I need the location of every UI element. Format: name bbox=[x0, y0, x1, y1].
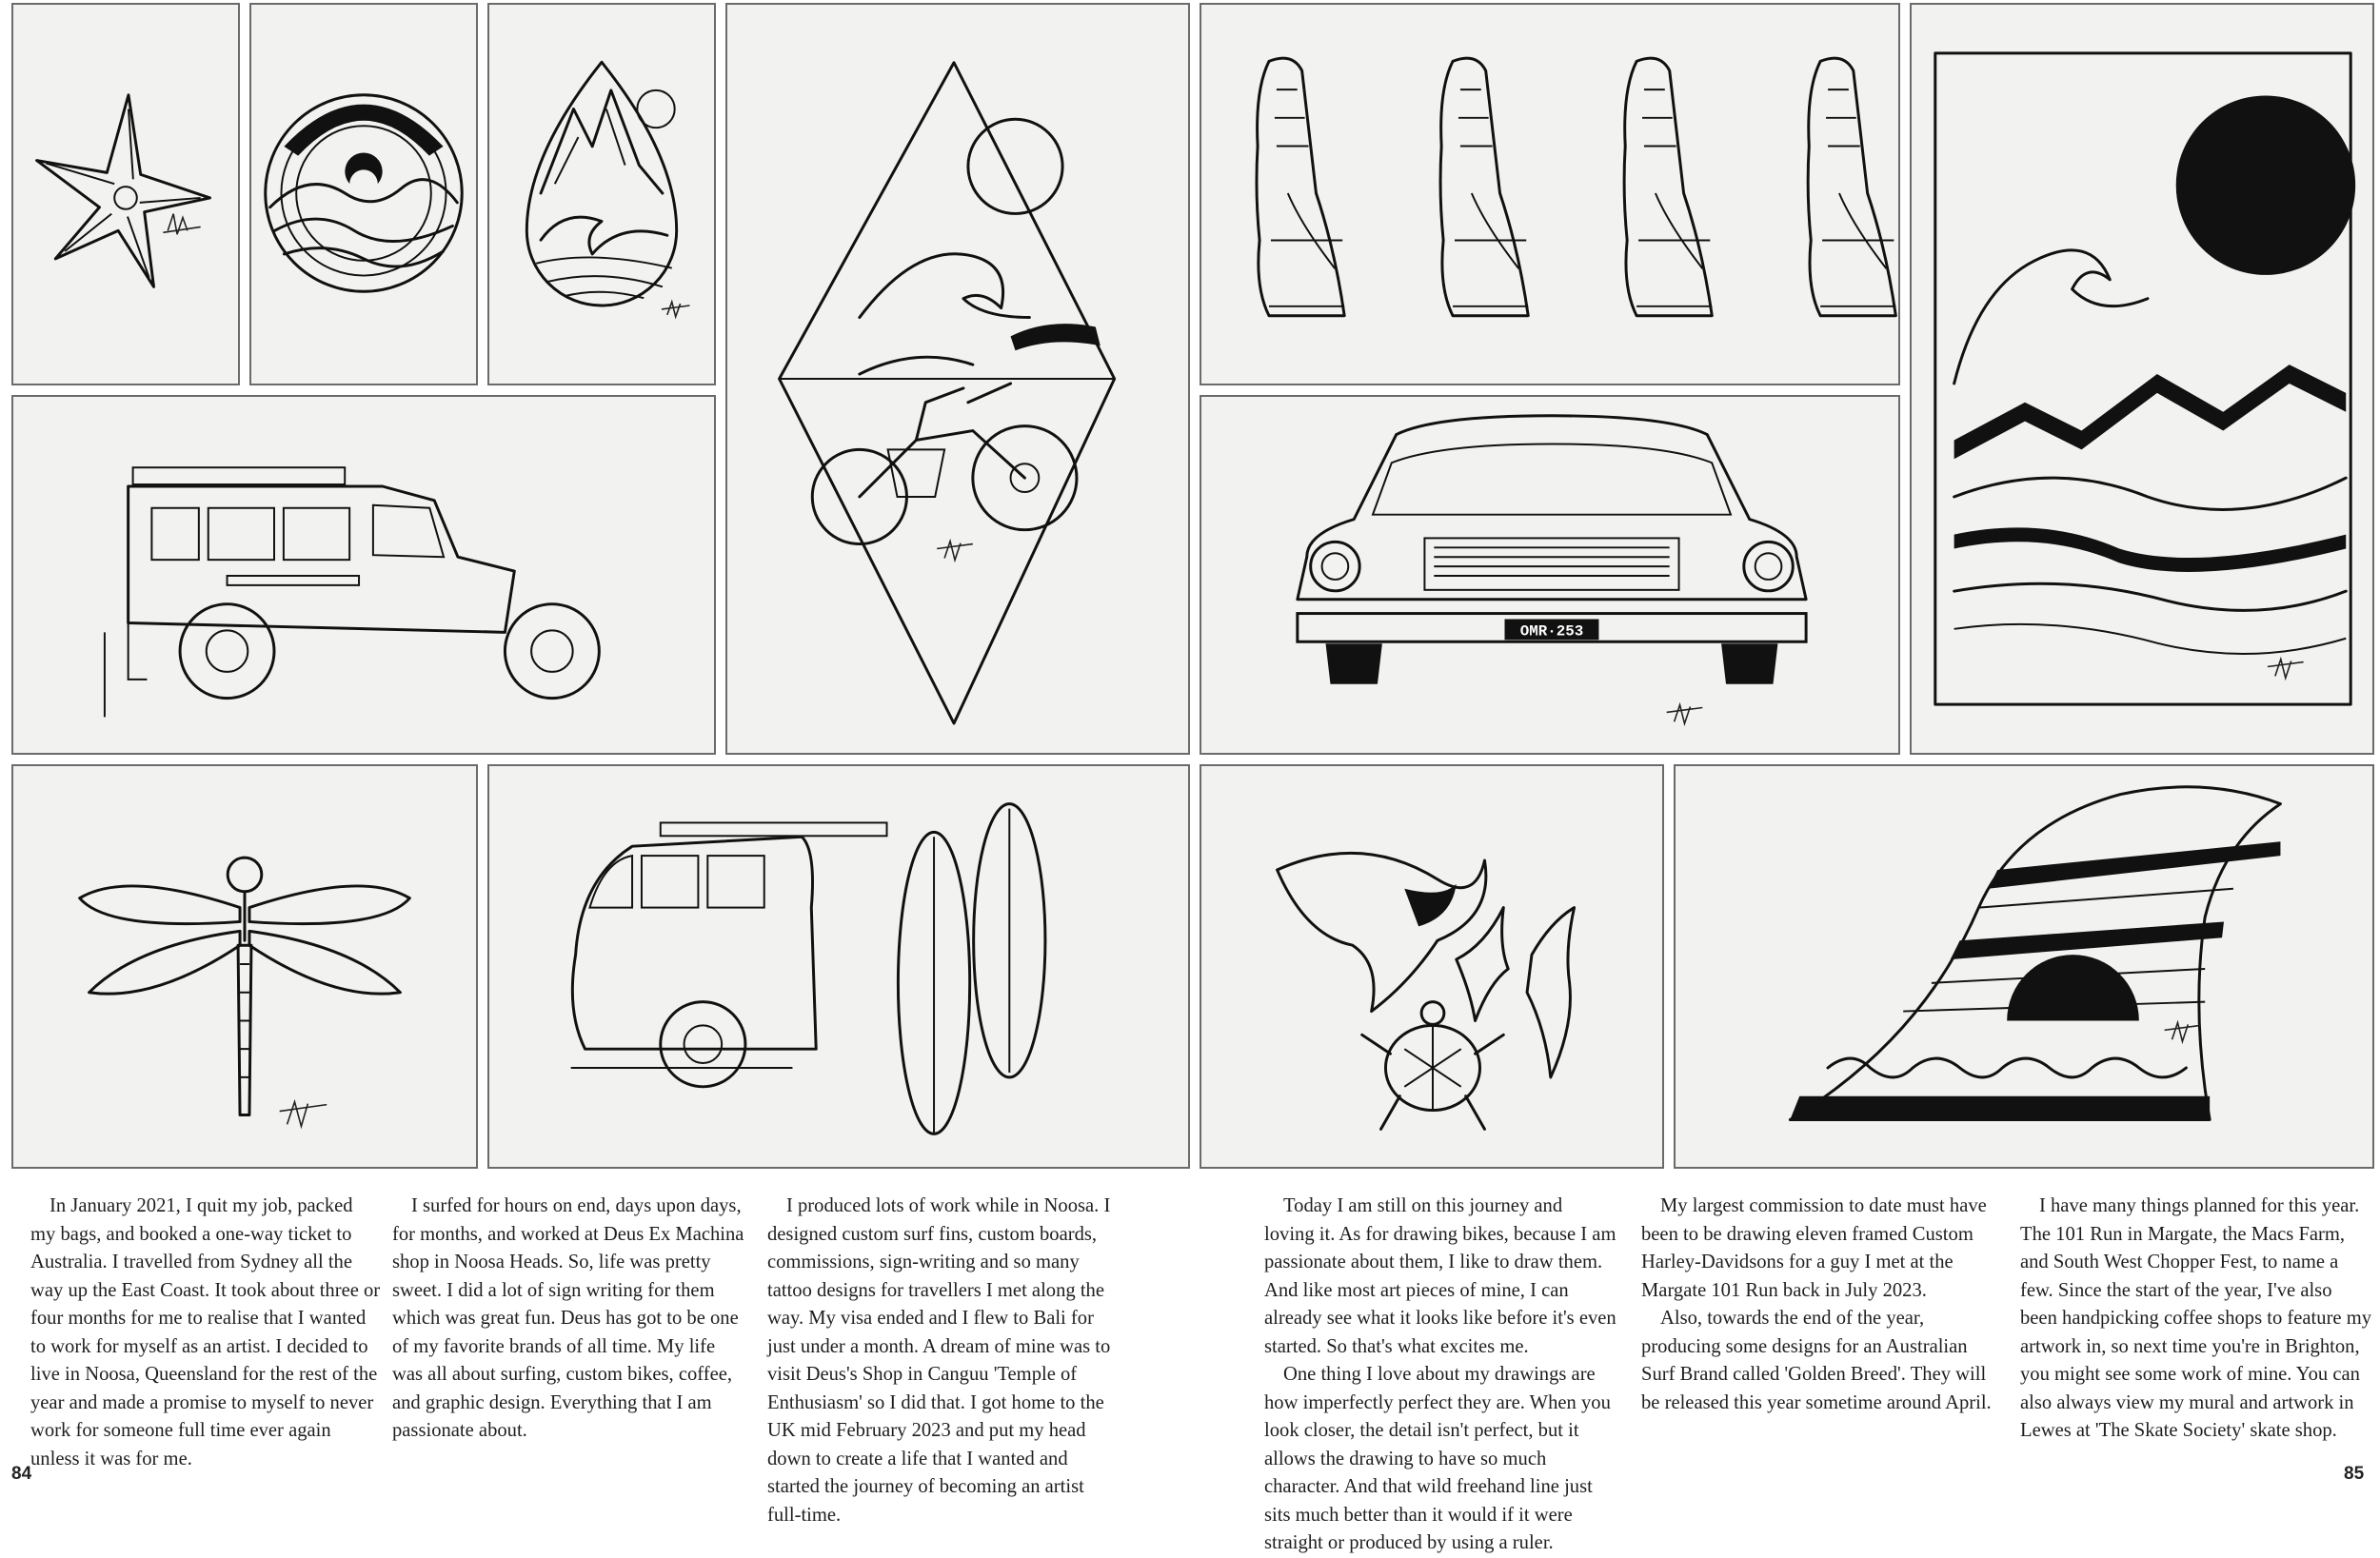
artwork-van-surfboards bbox=[487, 764, 1190, 1169]
artwork-manta-sharks-turtle bbox=[1200, 764, 1664, 1169]
dragonfly-icon bbox=[13, 766, 476, 1167]
article-paragraph: I have many things planned for this year. The 101 Run in Margate, the Macs Farm, and South West Chopper Fest, to name a few. Since the start of the year, I've also been handpicking coffee shops to feature my artwork in, so next time you're in Brighton, you might see some work of mine. You can also always view my mural and artwork in Lewes at 'The Skate Society' skate shop. bbox=[2020, 1195, 2372, 1441]
article-column-6 bbox=[2020, 1193, 2372, 1446]
article-paragraph: Today I am still on this journey and loving it. As for drawing bikes, because I am passionate about them, I like to draw them. And like most art pieces of mine, I can already see what it looks like before it's even started. So that's what excites me. bbox=[1264, 1195, 1616, 1357]
article-paragraph: Also, towards the end of the year, producing some designs for an Australian Surf Brand called 'Golden Breed'. They will be released this year sometime around April. bbox=[1641, 1308, 1992, 1413]
mandala-wave-icon bbox=[251, 5, 476, 384]
page-number-right: 85 bbox=[2344, 1464, 2365, 1484]
motorbike-wave-icon bbox=[727, 5, 1188, 753]
sneaker-icon bbox=[1201, 5, 1898, 384]
mountain-wave-icon bbox=[489, 5, 714, 384]
artwork-sun-wave-mountains bbox=[1910, 3, 2374, 755]
van-icon bbox=[489, 766, 1188, 1167]
article-column-3 bbox=[767, 1193, 1120, 1529]
article-column-1 bbox=[30, 1193, 383, 1473]
article-paragraph: In January 2021, I quit my job, packed my bags, and booked a one-way ticket to Australia. I travelled from Sydney all the way up the East Coast. It took about three or four months for me to realise that I wanted to work for myself as an artist. I decided to live in Noosa, Queensland for the rest of the year and made a promise to myself to never work for someone full time ever again unless it was for me. bbox=[30, 1195, 381, 1469]
page-number-left: 84 bbox=[11, 1464, 32, 1484]
article-column-2 bbox=[392, 1193, 744, 1446]
truck-icon bbox=[13, 397, 714, 753]
license-plate: OMR·253 bbox=[1519, 622, 1584, 641]
article-column-5 bbox=[1641, 1193, 1993, 1417]
artwork-mandala-wave bbox=[249, 3, 478, 385]
article-paragraph: I surfed for hours on end, days upon days, for months, and worked at Deus Ex Machina shop in Noosa Heads. So, life was pretty sweet. I did a lot of sign writing for them which was great fun. Deus has got to be one of my favorite brands of all time. My life was all about surfing, custom bikes, coffee, and graphic design. Everything that I am passionate about. bbox=[392, 1195, 744, 1441]
article-paragraph: One thing I love about my drawings are how imperfectly perfect they are. When you look closer, the detail isn't perfect, but it allows the drawing to have so much character. And that wild freehand line just sits much better than it would if it were straight or produced by using a ruler. bbox=[1264, 1364, 1611, 1553]
artwork-surf-fin bbox=[1674, 764, 2374, 1169]
artwork-mountain-wave-drop bbox=[487, 3, 716, 385]
artwork-starfish bbox=[11, 3, 240, 385]
sun-wave-icon bbox=[1912, 5, 2372, 753]
artwork-holden-car bbox=[1200, 395, 1900, 755]
article-paragraph: My largest commission to date must have been to be drawing eleven framed Custom Harley-Davidsons for a guy I met at the Margate 101 Run back in July 2023. bbox=[1641, 1195, 1987, 1301]
starfish-icon bbox=[13, 5, 238, 384]
manta-ray-icon bbox=[1201, 766, 1662, 1167]
car-icon bbox=[1201, 397, 1898, 753]
artwork-wave-motorbike-diamond bbox=[725, 3, 1190, 755]
article-column-4 bbox=[1264, 1193, 1616, 1558]
artwork-land-rover bbox=[11, 395, 716, 755]
artwork-sneakers bbox=[1200, 3, 1900, 385]
artwork-dragonfly bbox=[11, 764, 478, 1169]
article-paragraph: I produced lots of work while in Noosa. I designed custom surf fins, custom boards, commissions, sign-writing and so many tattoo designs for travellers I met along the way. My visa ended and I flew to Bali for just under a month. A dream of mine was to visit Deus's Shop in Canguu 'Temple of Enthusiasm' so I did that. I got home to the UK mid February 2023 and put my head down to create a life that I wanted and started the journey of becoming an artist full-time. bbox=[767, 1195, 1111, 1526]
surf-fin-icon bbox=[1676, 766, 2372, 1167]
